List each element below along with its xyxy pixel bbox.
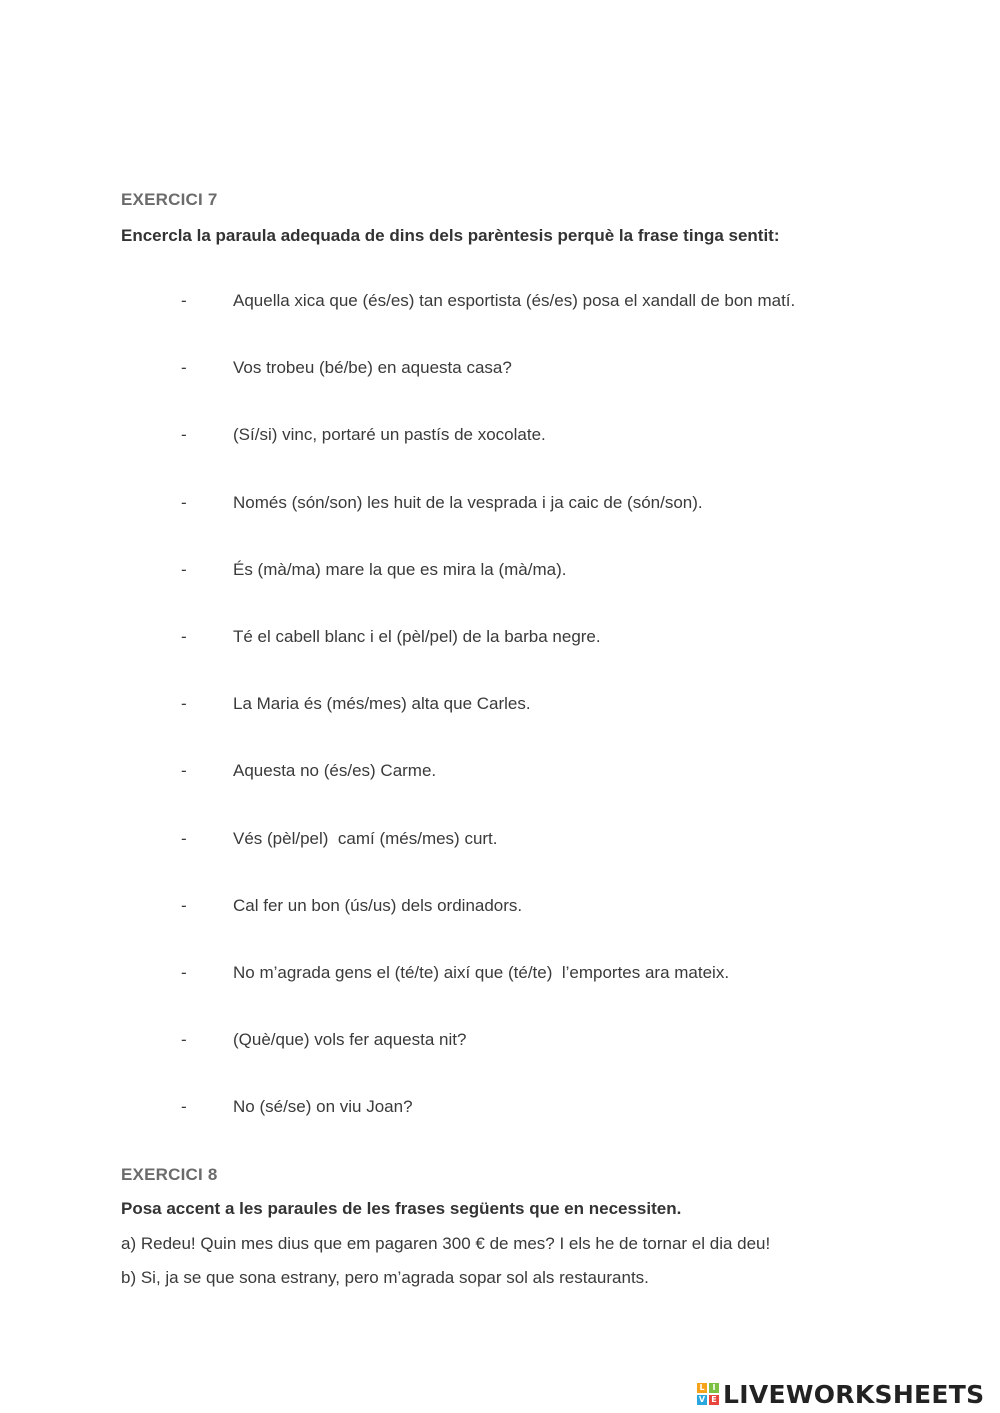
sentence: Vés (pèl/pel) camí (més/mes) curt.: [233, 828, 498, 848]
sentence: Cal fer un bon (ús/us) dels ordinadors.: [233, 895, 523, 915]
sentence: (Sí/si) vinc, portaré un pastís de xocolate.: [233, 425, 546, 445]
sentence: Aquesta no (és/es) Carme.: [233, 761, 437, 781]
list-item: [0, 358, 1000, 425]
list-bullet: -: [181, 626, 187, 646]
sentence: Aquella xica que (és/es) tan esportista (és/es) posa el xandall de bon matí.: [233, 291, 796, 310]
list-bullet: -: [181, 895, 187, 915]
sentence: Només (són/son) les huit de la vesprada i ja caic de (són/son).: [233, 492, 703, 512]
exercise-7-instruction: Encercla la paraula adequada de dins dels parèntesis perquè la frase tinga sentit:: [121, 226, 780, 245]
sentence: La Maria és (més/mes) alta que Carles.: [233, 694, 531, 714]
sentence: No (sé/se) on viu Joan?: [233, 1097, 413, 1117]
list-item: [0, 1097, 1000, 1164]
list-item: [0, 560, 1000, 627]
list-item: [0, 896, 1000, 963]
list-item: [0, 425, 1000, 492]
sentence: Vos trobeu (bé/be) en aquesta casa?: [233, 358, 512, 378]
list-item: [0, 963, 1000, 1030]
sentence: Té el cabell blanc i el (pèl/pel) de la barba negre.: [233, 626, 601, 646]
logo-text: LIVEWORKSHEETS: [723, 1379, 985, 1409]
logo-letter: I: [709, 1383, 719, 1393]
list-bullet: -: [181, 962, 187, 982]
list-bullet: -: [181, 425, 187, 445]
list-item: [0, 829, 1000, 896]
list-bullet: -: [181, 761, 187, 781]
list-bullet: -: [181, 492, 187, 512]
list-item: [0, 627, 1000, 694]
logo-letter: L: [697, 1383, 707, 1393]
list-bullet: -: [181, 291, 187, 310]
list-item: [0, 291, 1000, 358]
exercise-8-sentence-b: b) Si, ja se que sona estrany, pero m’agrada sopar sol als restaurants.: [121, 1268, 649, 1287]
list-bullet: -: [181, 694, 187, 714]
list-bullet: -: [181, 358, 187, 378]
logo-letter: E: [709, 1395, 719, 1405]
exercise-8-sentence-a: a) Redeu! Quin mes dius que em pagaren 300 € de mes? I els he de tornar el dia deu!: [121, 1234, 771, 1253]
list-bullet: -: [181, 1097, 187, 1117]
list-bullet: -: [181, 559, 187, 579]
sentence: No m’agrada gens el (té/te) així que (té/te) l’emportes ara mateix.: [233, 962, 730, 982]
sentence: És (mà/ma) mare la que es mira la (mà/ma).: [233, 559, 567, 579]
logo-letter: V: [698, 1395, 706, 1404]
list-bullet: -: [181, 1030, 187, 1050]
logo-mark-icon: [697, 1383, 719, 1405]
list-bullet: -: [181, 828, 187, 848]
exercise-8-title: EXERCICI 8: [121, 1165, 218, 1184]
exercise-7-list: [0, 291, 1000, 1164]
list-item: [0, 761, 1000, 828]
list-item: [0, 493, 1000, 560]
liveworksheets-logo: [697, 1378, 984, 1410]
sentence: (Què/que) vols fer aquesta nit?: [233, 1030, 467, 1050]
exercise-7-title: EXERCICI 7: [121, 190, 218, 209]
exercise-8-instruction: Posa accent a les paraules de les frases següents que en necessiten.: [121, 1199, 682, 1218]
list-item: [0, 694, 1000, 761]
list-item: [0, 1030, 1000, 1097]
